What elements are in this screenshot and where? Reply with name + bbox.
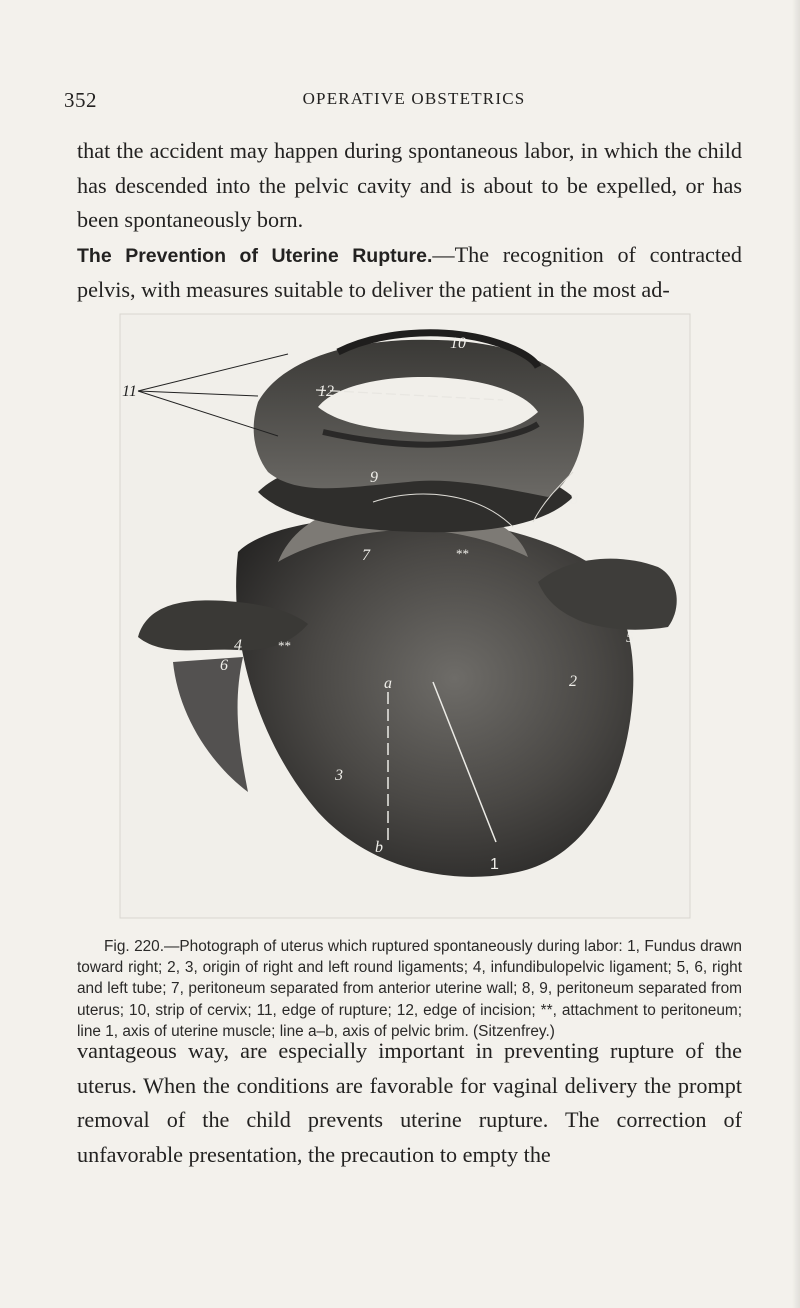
page-number: 352 [64,88,97,112]
running-title: OPERATIVE OBSTETRICS [302,89,526,108]
label-11: 11 [122,383,137,400]
run-in-heading: The Prevention of Uterine Rupture. [77,244,433,267]
label-5: 5 [626,629,634,646]
caption-text: Fig. 220.—Photograph of uterus which ruptured spontaneously during labor: 1, Fundus drawn toward right; 2, 3, origin of right and left round ligaments; 4, infundibulopelvic ligament; 5, 6, right and left tube; 7, peritoneum separated from anterior uterine wall; 8, 9, peritoneum separated from uterus; 10, strip of cervix; 11, edge of rupture; 12, edge of incision; **, attachment to peritoneum; line 1, axis of uterine muscle; line a–b, axis of pelvic brim. (Sitzenfrey.) [77,938,742,1040]
label-b: b [375,839,383,856]
label-3: 3 [335,767,343,784]
label-7: 7 [362,547,370,564]
figure-caption [77,936,742,1042]
figure-photograph [118,312,692,926]
paragraph-continuation: that the accident may happen during spontaneous labor, in which the child has descended into the pelvic cavity and is about to be expelled, or has been spontaneously born. [77,138,742,233]
label-star-right: ** [456,546,469,561]
paragraph-prevention-text: —The recognition of contracted pelvis, with measures suitable to deliver the patient in the most ad- [77,241,742,303]
label-2: 2 [569,673,577,690]
label-10: 10 [450,335,466,352]
page-header [64,88,764,116]
page-edge-shadow [792,0,800,1308]
label-6: 6 [220,657,228,674]
body-text-bottom [77,1034,742,1172]
uterus-photograph [118,312,692,926]
paragraph-bottom: vantageous way, are especially important in preventing rupture of the uterus. When the conditions are favorable for vaginal delivery the prompt removal of the child prevents uterine rupture. The correction of unfavorable presentation, the precaution to empty the [77,1038,742,1167]
label-4: 4 [234,637,242,654]
label-a: a [384,675,392,692]
paragraph-prevention [77,238,742,308]
body-text-top [77,134,742,308]
label-star-left: ** [278,638,291,653]
label-12: 12 [318,383,334,400]
label-8: 8 [570,491,578,508]
label-9: 9 [370,469,378,486]
label-1: 1 [490,856,499,873]
